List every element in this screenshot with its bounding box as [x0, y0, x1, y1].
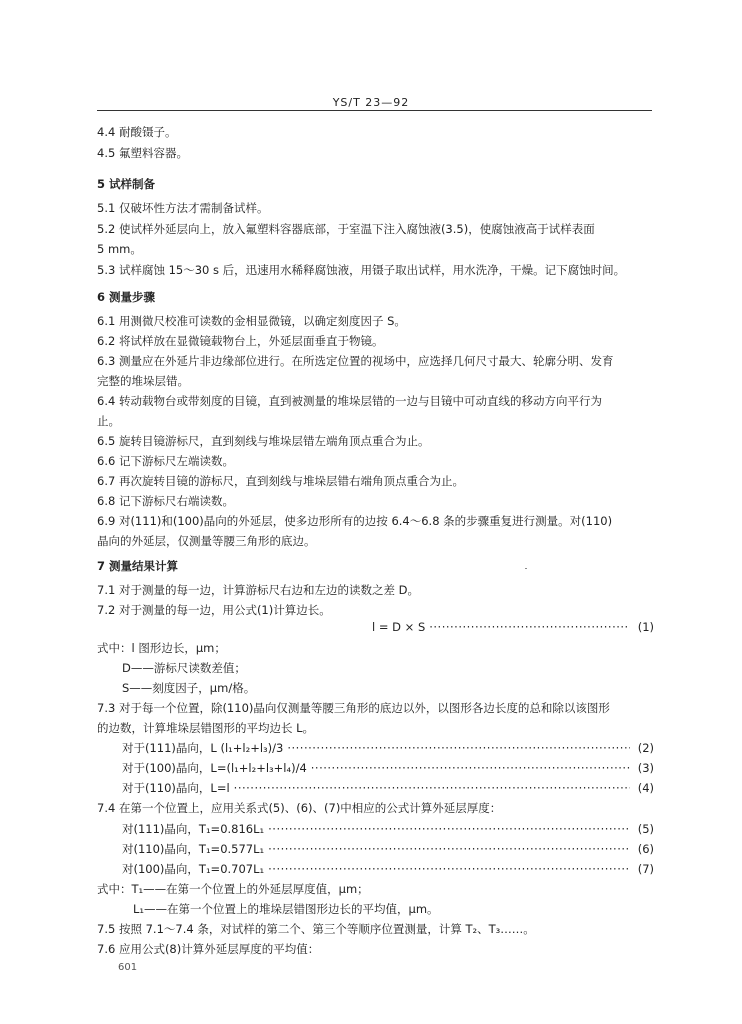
clause-6-9: 6.9 对(111)和(100)晶向的外延层，使多边形所有的边按 6.4～6.8 条的步骤重复进行测量。对(110) [97, 514, 613, 528]
leader-dots [429, 620, 629, 634]
equation-7-number: (7) [637, 862, 654, 876]
clause-5-1: 5.1 仅破坏性方法才需制备试样。 [97, 201, 269, 215]
clause-7-2: 7.2 对于测量的每一边，用公式(1)计算边长。 [97, 603, 331, 617]
clause-6-1: 6.1 用测微尺校准可读数的金相显微镜，以确定刻度因子 S。 [97, 314, 406, 328]
leader-dots [268, 822, 630, 836]
clause-7-3-cont: 的边数，计算堆垛层错图形的平均边长 L。 [97, 721, 315, 735]
scan-speck [525, 568, 527, 569]
page-header: YS/T 23—92 [332, 96, 410, 109]
equation-7 [122, 861, 654, 877]
page-number: 601 [118, 962, 138, 973]
equation-6 [122, 841, 654, 857]
where-l: 式中：l 图形边长，μm； [97, 641, 226, 655]
equation-2-number: (2) [637, 741, 654, 755]
section-heading-5: 5 试样制备 [97, 177, 156, 191]
equation-6-text: 对(110)晶向，T₁=0.577L₁ [122, 842, 265, 856]
clause-5-3: 5.3 试样腐蚀 15～30 s 后，迅速用水稀释腐蚀液，用镊子取出试样，用水洗净，干燥。记下腐蚀时间。 [97, 263, 626, 277]
where-L1: L₁——在第一个位置上的堆垛层错图形边长的平均值，μm。 [133, 902, 439, 916]
where-D: D——游标尺读数差值； [122, 661, 246, 675]
clause-7-3: 7.3 对于每一个位置，除(110)晶向仅测量等腰三角形的底边以外，以图形各边长度的总和除以该图形 [97, 701, 610, 715]
equation-1-number: (1) [637, 620, 654, 634]
equation-6-number: (6) [637, 842, 654, 856]
clause-7-5: 7.5 按照 7.1～7.4 条，对试样的第二个、第三个等顺序位置测量，计算 T₂、T₃……。 [97, 922, 535, 936]
clause-6-5: 6.5 旋转目镜游标尺，直到刻线与堆垛层错左端角顶点重合为止。 [97, 434, 430, 448]
equation-4-number: (4) [637, 781, 654, 795]
header-rule [97, 110, 652, 111]
equation-3-text: 对于(100)晶向，L=(l₁+l₂+l₃+l₄)/4 [122, 761, 307, 775]
leader-dots [287, 741, 629, 755]
clause-7-1: 7.1 对于测量的每一边，计算游标尺右边和左边的读数之差 D。 [97, 583, 419, 597]
section-heading-6: 6 测量步骤 [97, 290, 156, 304]
equation-3-number: (3) [637, 761, 654, 775]
clause-5-2: 5.2 使试样外延层向上，放入氟塑料容器底部，于室温下注入腐蚀液(3.5)，使腐蚀液高于试样表面 [97, 222, 595, 236]
clause-6-8: 6.8 记下游标尺右端读数。 [97, 494, 234, 508]
clause-7-6: 7.6 应用公式(8)计算外延层厚度的平均值： [97, 942, 320, 956]
where-T1: 式中：T₁——在第一个位置上的外延层厚度值，μm； [97, 882, 369, 896]
clause-6-4-cont: 止。 [97, 414, 120, 428]
clause-6-2: 6.2 将试样放在显微镜载物台上，外延层面垂直于物镜。 [97, 334, 384, 348]
equation-5 [122, 821, 654, 837]
clause-7-4: 7.4 在第一个位置上，应用关系式(5)、(6)、(7)中相应的公式计算外延层厚度： [97, 801, 502, 815]
section-heading-7: 7 测量结果计算 [97, 559, 179, 573]
equation-1 [372, 620, 654, 634]
equation-2 [122, 740, 654, 756]
leader-dots [268, 842, 630, 856]
leader-dots [268, 862, 630, 876]
clause-6-7: 6.7 再次旋转目镜的游标尺，直到刻线与堆垛层错右端角顶点重合为止。 [97, 474, 464, 488]
equation-4-text: 对于(110)晶向，L=l [122, 781, 230, 795]
leader-dots [311, 761, 630, 775]
equation-1-text: l = D × S [372, 620, 426, 634]
clause-5-2-cont: 5 mm。 [97, 242, 142, 256]
clause-6-3-cont: 完整的堆垛层错。 [97, 374, 189, 388]
clause-6-9-cont: 晶向的外延层，仅测量等腰三角形的底边。 [97, 534, 316, 548]
clause-6-3: 6.3 测量应在外延片非边缘部位进行。在所选定位置的视场中，应选择几何尺寸最大、轮廓分明、发育 [97, 354, 614, 368]
equation-7-text: 对(100)晶向，T₁=0.707L₁ [122, 862, 265, 876]
clause-6-4: 6.4 转动载物台或带刻度的目镜，直到被测量的堆垛层错的一边与目镜中可动直线的移动方向平行为 [97, 394, 602, 408]
equation-2-text: 对于(111)晶向，L (l₁+l₂+l₃)/3 [122, 741, 284, 755]
clause-6-6: 6.6 记下游标尺左端读数。 [97, 454, 234, 468]
equation-5-text: 对(111)晶向，T₁=0.816L₁ [122, 822, 265, 836]
where-S: S——刻度因子，μm/格。 [122, 681, 256, 695]
leader-dots [234, 781, 630, 795]
equation-4 [122, 780, 654, 796]
clause-4-5: 4.5 氟塑料容器。 [97, 146, 188, 160]
clause-4-4: 4.4 耐酸镊子。 [97, 125, 177, 139]
equation-5-number: (5) [637, 822, 654, 836]
equation-3 [122, 760, 654, 776]
